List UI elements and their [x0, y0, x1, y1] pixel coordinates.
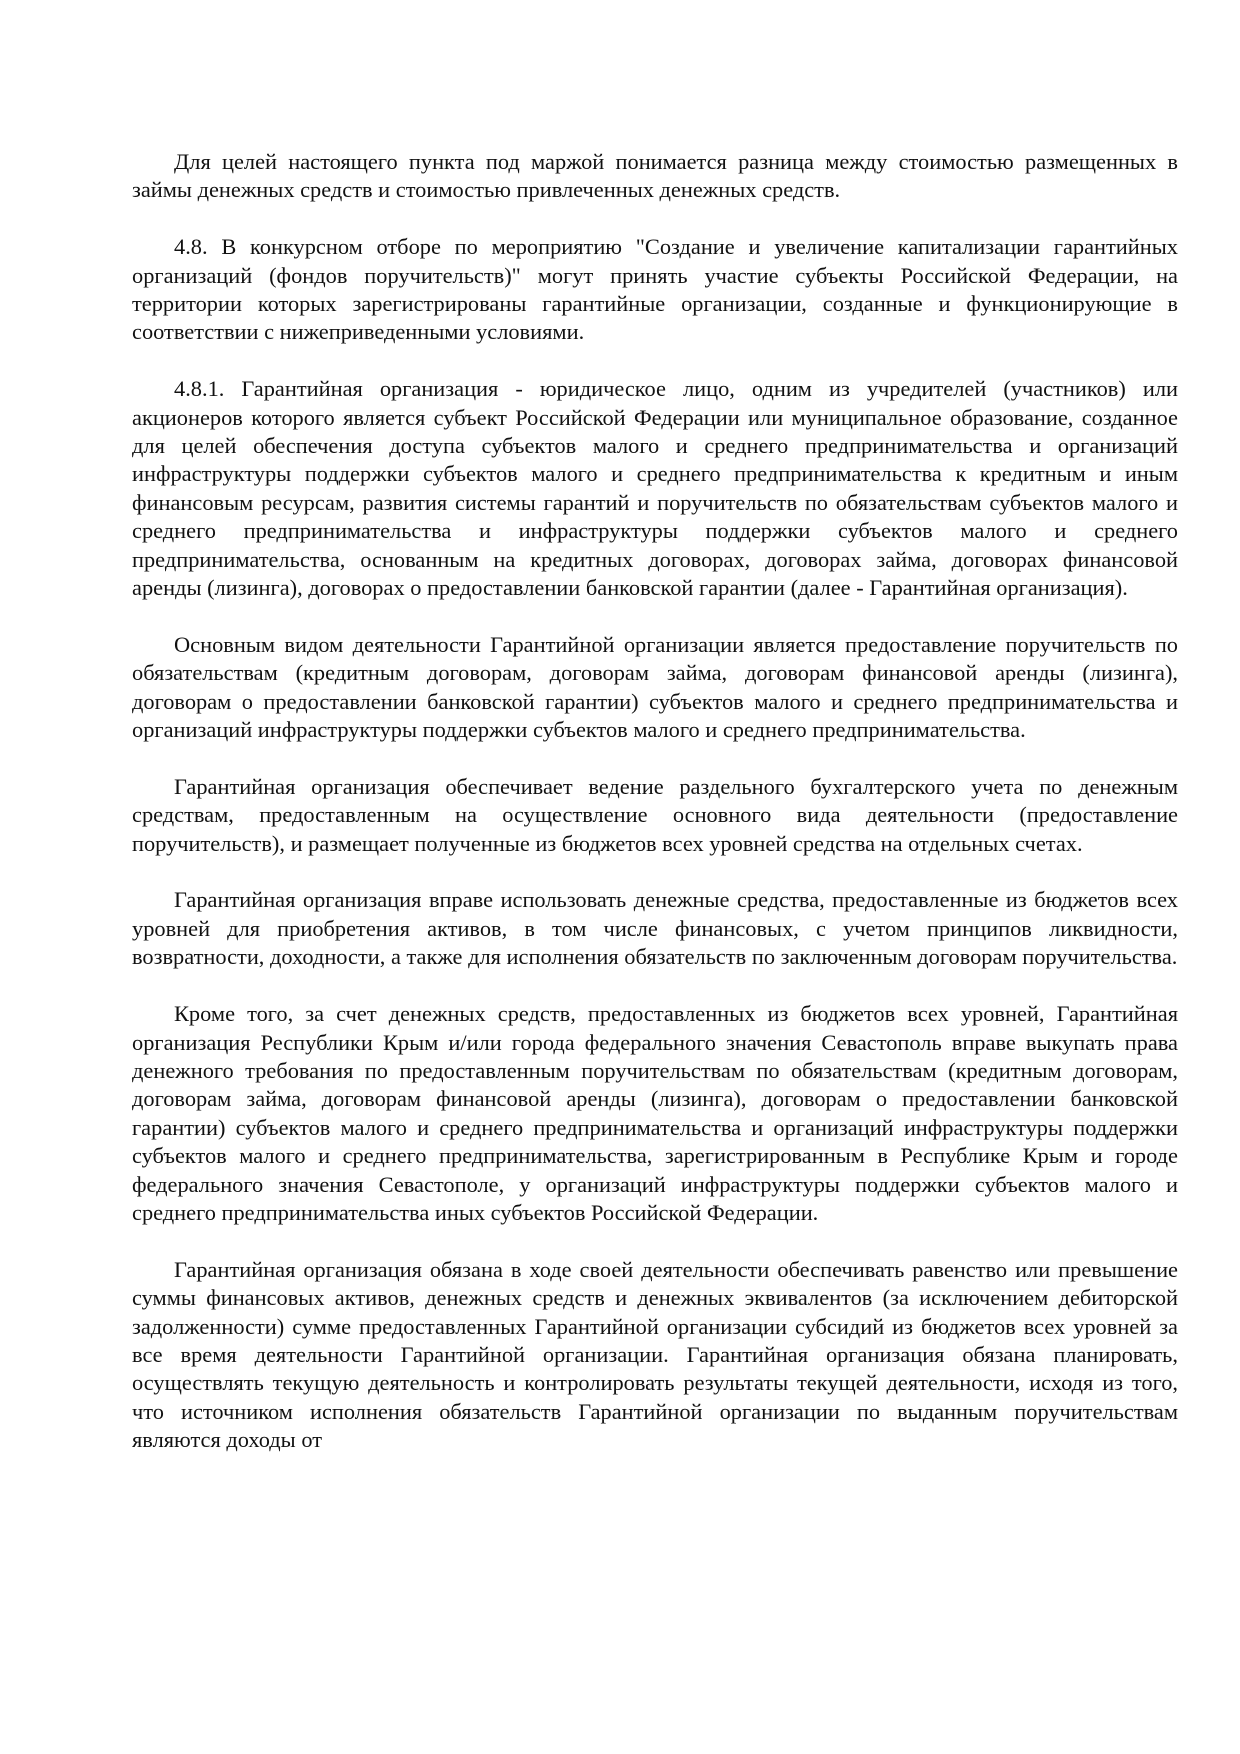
paragraph-margin-definition: Для целей настоящего пункта под маржой понимается разница между стоимостью размещенных в займы денежных средств и стоимостью привлеченных денежных средств. — [132, 149, 1178, 203]
document-page — [132, 148, 1178, 1708]
paragraph-4-8: 4.8. В конкурсном отборе по мероприятию "Создание и увеличение капитализации гарантийных организаций (фондов поручительств)" могут принять участие субъекты Российской Федерации, на территории которых зарегистрированы гарантийные организации, созданные и функционирующие в соответствии с нижеприведенными условиями. — [132, 234, 1178, 345]
paragraph-4-8-1: 4.8.1. Гарантийная организация - юридическое лицо, одним из учредителей (участников) или акционеров которого является субъект Российской Федерации или муниципальное образование, созданное для целей обеспечения доступа субъектов малого и среднего предпринимательства и организаций инфраструктуры поддержки субъектов малого и среднего предпринимательства к кредитным и иным финансовым ресурсам, развития системы гарантий и поручительств по обязательствам субъектов малого и среднего предпринимательства и инфраструктуры поддержки субъектов малого и среднего предпринимательства, основанным на кредитных договорах, договорах займа, договорах финансовой аренды (лизинга), договорах о предоставлении банковской гарантии (далее - Гарантийная организация). — [132, 376, 1178, 601]
paragraph-separate-accounting: Гарантийная организация обеспечивает ведение раздельного бухгалтерского учета по денежным средствам, предоставленным на осуществление основного вида деятельности (предоставление поручительств), и размещает полученные из бюджетов всех уровней средства на отдельных счетах. — [132, 773, 1178, 856]
paragraph-asset-requirements: Гарантийная организация обязана в ходе своей деятельности обеспечивать равенство или превышение суммы финансовых активов, денежных средств и денежных эквивалентов (за исключением дебиторской задолженности) сумме предоставленных Гарантийной организации субсидий из бюджетов всех уровней за все время деятельности Гарантийной организации. Гарантийная организация обязана планировать, осуществлять текущую деятельность и контролировать результаты текущей деятельности, исходя из того, что источником исполнения обязательств Гарантийной организации по выданным поручительствам являются доходы от — [132, 1256, 1178, 1453]
paragraph-crimea-sevastopol: Кроме того, за счет денежных средств, предоставленных из бюджетов всех уровней, Гарантийная организация Республики Крым и/или города федерального значения Севастополь вправе выкупать права денежного требования по предоставленным поручительствам по обязательствам (кредитным договорам, договорам займа, договорам финансовой аренды (лизинга), договорам о предоставлении банковской гарантии) субъектов малого и среднего предпринимательства и организаций инфраструктуры поддержки субъектов малого и среднего предпринимательства, зарегистрированным в Республике Крым и городе федерального значения Севастополе, у организаций инфраструктуры поддержки субъектов малого и среднего предпринимательства иных субъектов Российской Федерации. — [132, 1001, 1178, 1225]
paragraph-use-of-funds: Гарантийная организация вправе использовать денежные средства, предоставленные из бюджетов всех уровней для приобретения активов, в том числе финансовых, с учетом принципов ликвидности, возвратности, доходности, а также для исполнения обязательств по заключенным договорам поручительства. — [132, 887, 1178, 970]
paragraph-main-activity: Основным видом деятельности Гарантийной организации является предоставление поручительств по обязательствам (кредитным договорам, договорам займа, договорам финансовой аренды (лизинга), договорам о предоставлении банковской гарантии) субъектов малого и среднего предпринимательства и организаций инфраструктуры поддержки субъектов малого и среднего предпринимательства. — [132, 631, 1178, 743]
